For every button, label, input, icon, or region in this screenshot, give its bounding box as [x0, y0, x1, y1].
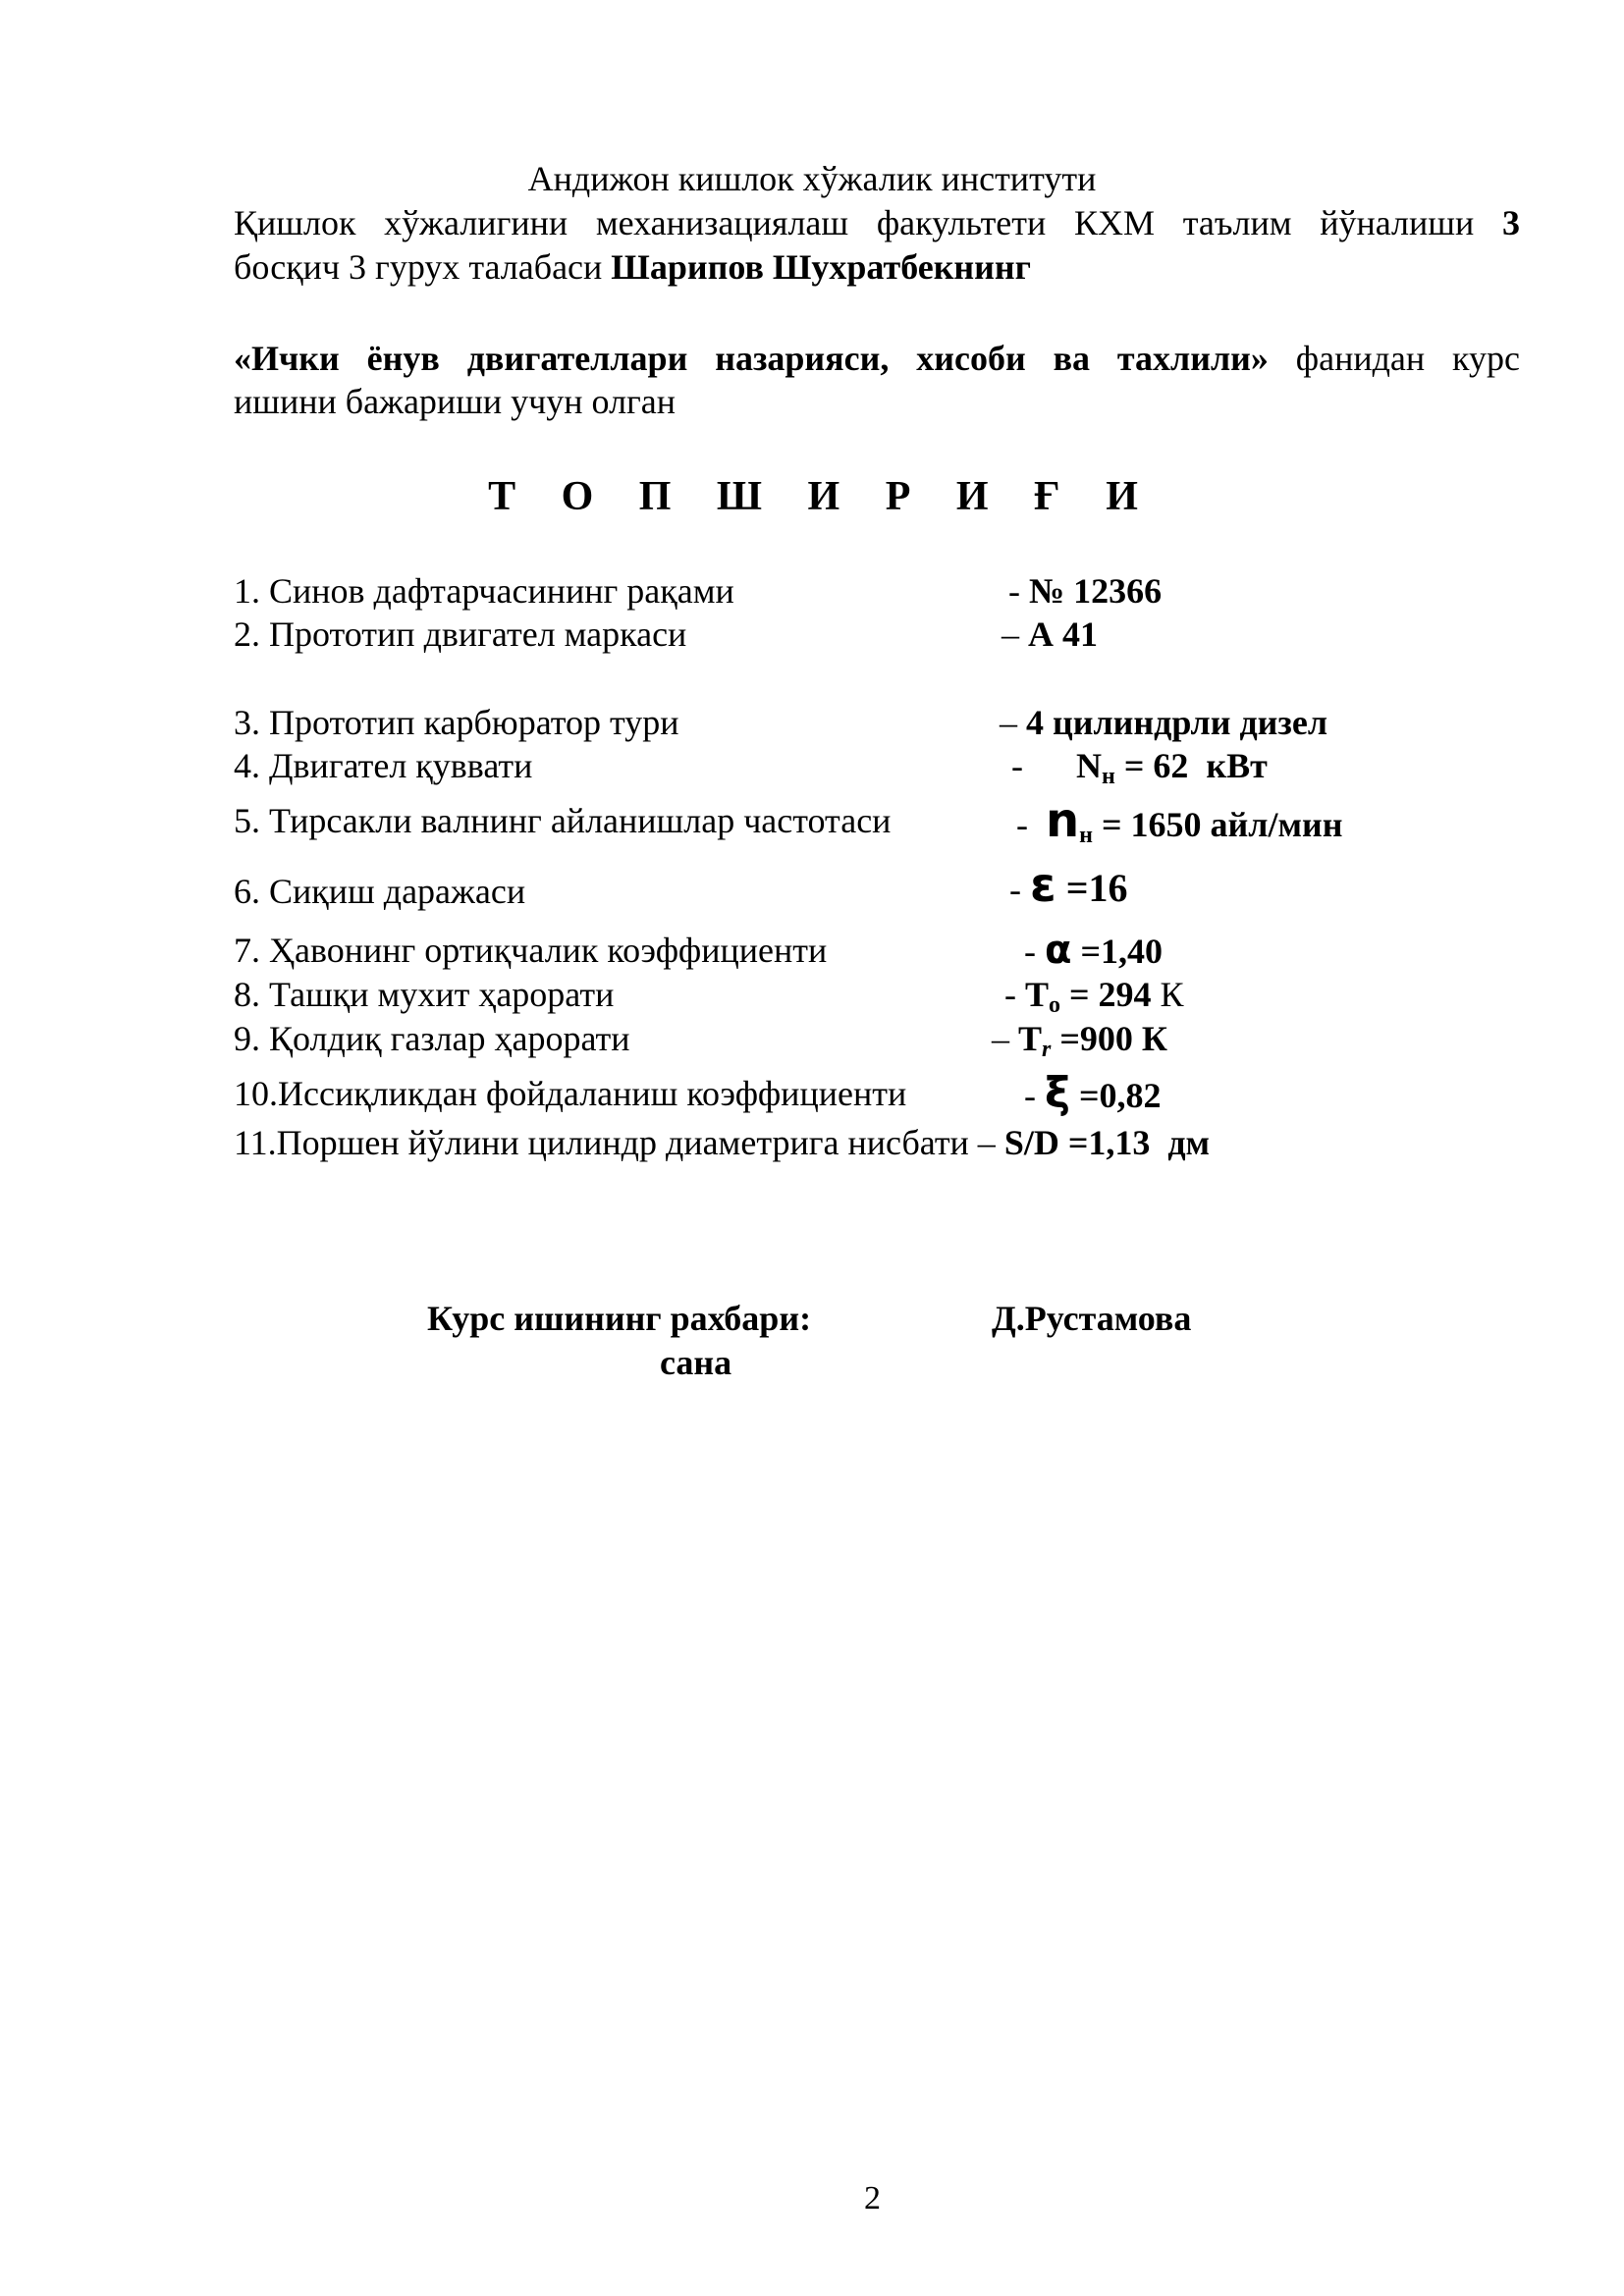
item-1-label: 1. Синов дафтарчасининг рақами: [234, 571, 734, 611]
item-1-value: - № 12366: [1008, 571, 1163, 611]
supervisor-name: Д.Рустамова: [992, 1299, 1192, 1338]
student-name: Шарипов Шухратбекнинг: [611, 247, 1032, 287]
item-11-value: S/D =1,13 дм: [1003, 1123, 1211, 1162]
student-label: босқич 3 гурух талабаси: [234, 247, 612, 287]
item-6-label: 6. Сиқиш даражаси: [234, 872, 526, 911]
item-11: [234, 1121, 1210, 1164]
page-heading: Т О П Ш И Р И Ғ И: [488, 474, 1156, 519]
item-5-value: - $n_н = 1650$ айл/мин: [1016, 793, 1343, 848]
faculty-text: Қишлок хўжалигини механизациялаш факультети КХМ таълим йўналиши: [234, 203, 1475, 242]
item-5-label: 5. Тирсакли валнинг айланишлар частотаси: [234, 801, 892, 840]
course-number: 3: [1502, 203, 1521, 242]
page-number: 2: [864, 2180, 881, 2216]
course-suffix: фанидан курс: [1295, 339, 1520, 378]
item-9-value: – $T_r =900$ К: [992, 1019, 1167, 1062]
item-7-value: - α =1,40: [1024, 928, 1163, 973]
item-11-label: 11.Поршен йўлини цилиндр диаметрига нисбати –: [234, 1123, 1004, 1162]
course-title: «Ички ёнув двигателлари назарияси, хисоби ва тахлили»: [234, 339, 1269, 378]
date-label: сана: [660, 1343, 732, 1382]
course-line: [234, 337, 1520, 380]
item-3-value: – 4 цилиндрли дизел: [1000, 703, 1328, 742]
item-4-value: - $N_н = 62$ кВт: [1011, 746, 1268, 789]
supervisor-label: Курс ишининг рахбари:: [427, 1299, 812, 1338]
item-8-value: - $T_о = 294$ К: [1004, 975, 1184, 1018]
item-2-value: – А 41: [1001, 614, 1098, 654]
item-6-value: - ε =16: [1009, 858, 1128, 913]
item-4-label: 4. Двигател қуввати: [234, 746, 533, 785]
item-9-label: 9. Қолдиқ газлар ҳарорати: [234, 1019, 630, 1058]
item-7-label: 7. Ҳавонинг ортиқчалик коэффициенти: [234, 931, 828, 970]
faculty-line: [234, 201, 1520, 244]
item-10-value: - ξ =0,82: [1024, 1068, 1162, 1118]
student-line: [234, 245, 1031, 289]
item-2-label: 2. Прототип двигател маркаси: [234, 614, 687, 654]
institute-name: Андижон кишлок хўжалик институти: [527, 159, 1097, 198]
item-8-label: 8. Ташқи мухит ҳарорати: [234, 975, 615, 1014]
course-line-2: ишини бажариши учун олган: [234, 382, 677, 421]
item-10-label: 10.Иссиқликдан фойдаланиш коэффициенти: [234, 1074, 907, 1113]
item-3-label: 3. Прототип карбюратор тури: [234, 703, 679, 742]
